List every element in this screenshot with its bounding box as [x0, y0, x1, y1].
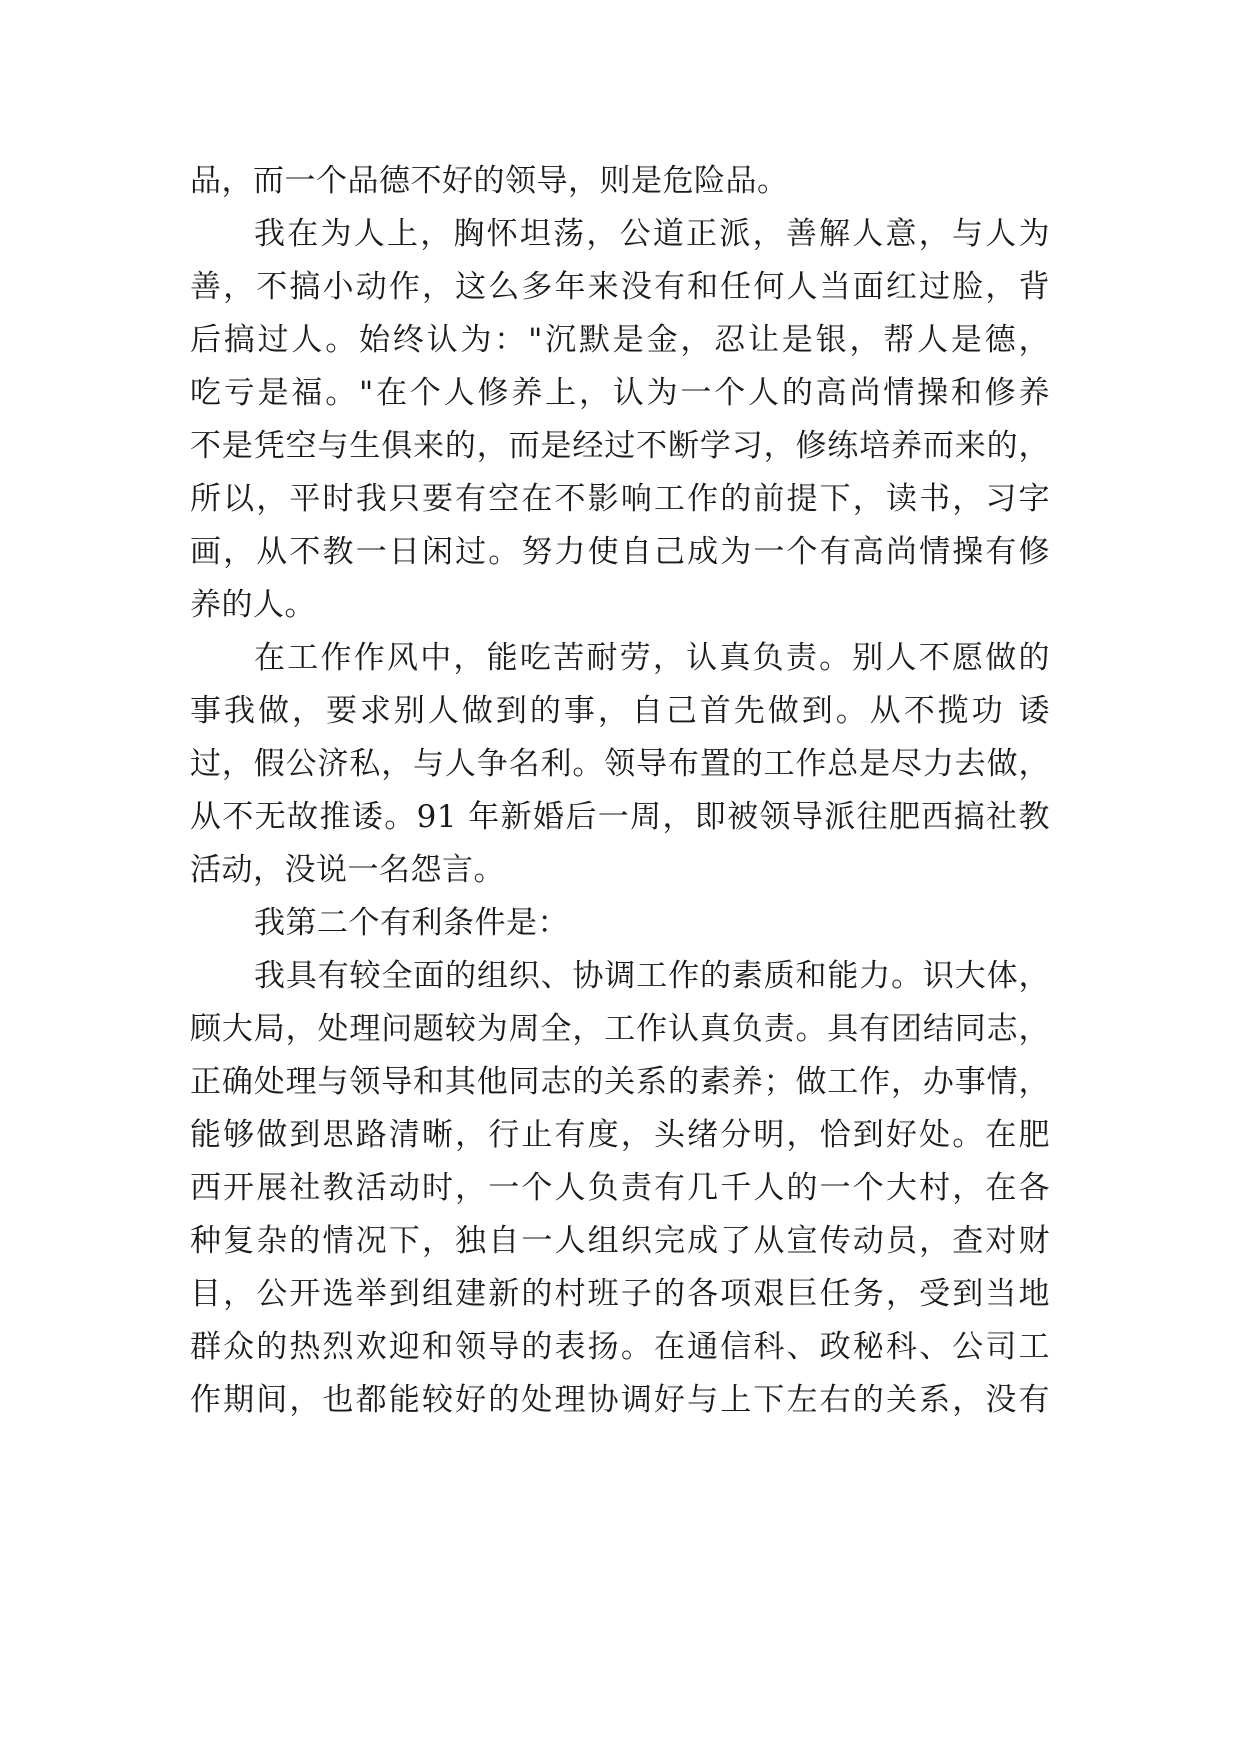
text-line: 种复杂的情况下，独自一人组织完成了从宣传动员，查对财 [190, 1223, 1050, 1259]
text-line: 目，公开选举到组建新的村班子的各项艰巨任务，受到当地 [190, 1276, 1050, 1312]
paragraph-start-line: 我具有较全面的组织、协调工作的素质和能力。识大体， [254, 958, 1050, 994]
section-intro-line: 我第二个有利条件是： [254, 905, 569, 941]
text-line: 画，从不教一日闲过。努力使自己成为一个有高尚情操有修 [190, 534, 1050, 570]
text-line: 事我做，要求别人做到的事，自己首先做到。从不揽功 诿 [190, 693, 1050, 729]
paragraph-start-line: 我在为人上，胸怀坦荡，公道正派，善解人意，与人为 [254, 216, 1050, 252]
text-line: 顾大局，处理问题较为周全，工作认真负责。具有团结同志， [190, 1011, 1050, 1047]
text-line: 过，假公济私，与人争名利。领导布置的工作总是尽力去做， [190, 746, 1050, 782]
document-body [190, 155, 1050, 1427]
text-line: 不是凭空与生俱来的，而是经过不断学习，修练培养而来的， [190, 428, 1050, 464]
text-line: 作期间，也都能较好的处理协调好与上下左右的关系，没有 [190, 1382, 1050, 1418]
text-line: 品，而一个品德不好的领导，则是危险品。 [190, 163, 789, 199]
text-line: 西开展社教活动时，一个人负责有几千人的一个大村，在各 [190, 1170, 1050, 1206]
text-line: 能够做到思路清晰，行止有度，头绪分明，恰到好处。在肥 [190, 1117, 1050, 1153]
text-line: 吃亏是福。"在个人修养上，认为一个人的高尚情操和修养 [190, 375, 1050, 411]
text-line: 群众的热烈欢迎和领导的表扬。在通信科、政秘科、公司工 [190, 1329, 1050, 1365]
paragraph-end-line: 活动，没说一名怨言。 [190, 852, 505, 888]
text-line: 从不无故推诿。91 年新婚后一周，即被领导派往肥西搞社教 [190, 799, 1050, 835]
text-line: 所以，平时我只要有空在不影响工作的前提下，读书，习字 [190, 481, 1050, 517]
text-line: 善，不搞小动作，这么多年来没有和任何人当面红过脸，背 [190, 269, 1050, 305]
paragraph-end-line: 养的人。 [190, 587, 316, 623]
text-line: 后搞过人。始终认为："沉默是金，忍让是银，帮人是德， [190, 322, 1050, 358]
paragraph-start-line: 在工作作风中，能吃苦耐劳，认真负责。别人不愿做的 [254, 640, 1050, 676]
text-line: 正确处理与领导和其他同志的关系的素养；做工作，办事情， [190, 1064, 1050, 1100]
